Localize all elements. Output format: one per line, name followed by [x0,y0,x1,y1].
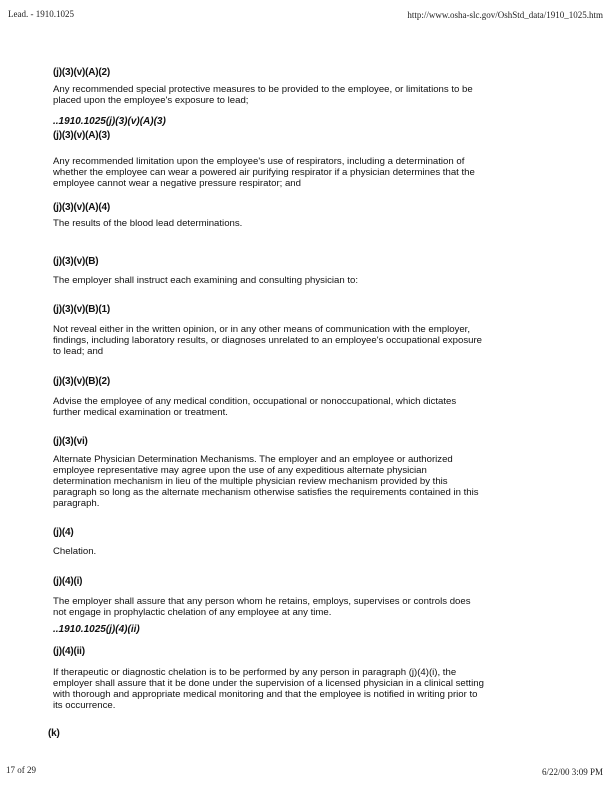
section-heading: (j)(3)(v)(A)(4) [53,202,110,213]
paragraph [53,546,513,557]
section-reference: ..1910.1025(j)(4)(ii) [53,624,140,635]
paragraph [53,454,513,509]
paragraph-line: Chelation. [53,546,97,557]
print-datetime: 6/22/00 3:09 PM [541,767,603,777]
page-header-title: Lead. - 1910.1025 [8,9,74,19]
section-heading: (j)(3)(vi) [53,436,88,447]
section-heading: (j)(3)(v)(B) [53,256,99,267]
paragraph-line: paragraph so long as the alternate mechanism otherwise satisfies the requirements contained in this [53,487,479,498]
paragraph-line: Not reveal either in the written opinion, or in any other means of communication with the employer, [53,324,471,335]
paragraph-line: If therapeutic or diagnostic chelation is to be performed by any person in paragraph (j)(4)(i), the [53,667,457,678]
paragraph [53,156,513,189]
paragraph-line: The results of the blood lead determinations. [53,218,243,229]
paragraph-line: its occurrence. [53,700,116,711]
paragraph-line: paragraph. [53,498,100,509]
paragraph-line: employer shall assure that it be done under the supervision of a licensed physician in a clinical setting [53,678,484,689]
section-reference: ..1910.1025(j)(3)(v)(A)(3) [53,116,166,127]
paragraph [53,275,513,286]
paragraph [53,324,513,357]
section-heading: (j)(3)(v)(B)(1) [53,304,110,315]
section-heading: (j)(3)(v)(B)(2) [53,376,110,387]
page-number: 17 of 29 [6,765,36,775]
paragraph-line: employee representative may agree upon the use of any expeditious alternate physician [53,465,427,476]
paragraph-line: not engage in prophylactic chelation of any employee at any time. [53,607,332,618]
page-header-url: http://www.osha-slc.gov/OshStd_data/1910_1025.htm [407,10,603,20]
paragraph [53,218,513,229]
paragraph-line: placed upon the employee's exposure to lead; [53,95,249,106]
paragraph-line: findings, including laboratory results, or diagnoses unrelated to an employee's occupational exposure [53,335,483,346]
paragraph-line: The employer shall instruct each examining and consulting physician to: [53,275,359,286]
paragraph-line: Any recommended limitation upon the employee's use of respirators, including a determination of [53,156,465,167]
paragraph-line: Advise the employee of any medical condition, occupational or nonoccupational, which dictates [53,396,457,407]
paragraph-line: Alternate Physician Determination Mechanisms. The employer and an employee or authorized [53,454,453,465]
paragraph [53,667,513,711]
paragraph [53,396,513,418]
paragraph [53,84,513,106]
paragraph [53,596,513,618]
paragraph-line: with thorough and appropriate medical monitoring and that the employee is notified in writing prior to [53,689,478,700]
section-heading: (j)(3)(v)(A)(2) [53,67,110,78]
section-heading: (j)(4) [53,527,74,538]
section-heading: (j)(4)(i) [53,576,83,587]
paragraph-line: employee cannot wear a negative pressure respirator; and [53,178,301,189]
paragraph-line: Any recommended special protective measures to be provided to the employee, or limitations to be [53,84,473,95]
paragraph-line: determination mechanism in lieu of the multiple physician review mechanism provided by this [53,476,448,487]
section-heading: (k) [48,728,60,739]
paragraph-line: The employer shall assure that any person whom he retains, employs, supervises or controls does [53,596,471,607]
paragraph-line: whether the employee can wear a powered air purifying respirator if a physician determines that the [53,167,475,178]
paragraph-line: to lead; and [53,346,104,357]
section-heading: (j)(4)(ii) [53,646,85,657]
paragraph-line: further medical examination or treatment. [53,407,228,418]
section-heading: (j)(3)(v)(A)(3) [53,130,110,141]
